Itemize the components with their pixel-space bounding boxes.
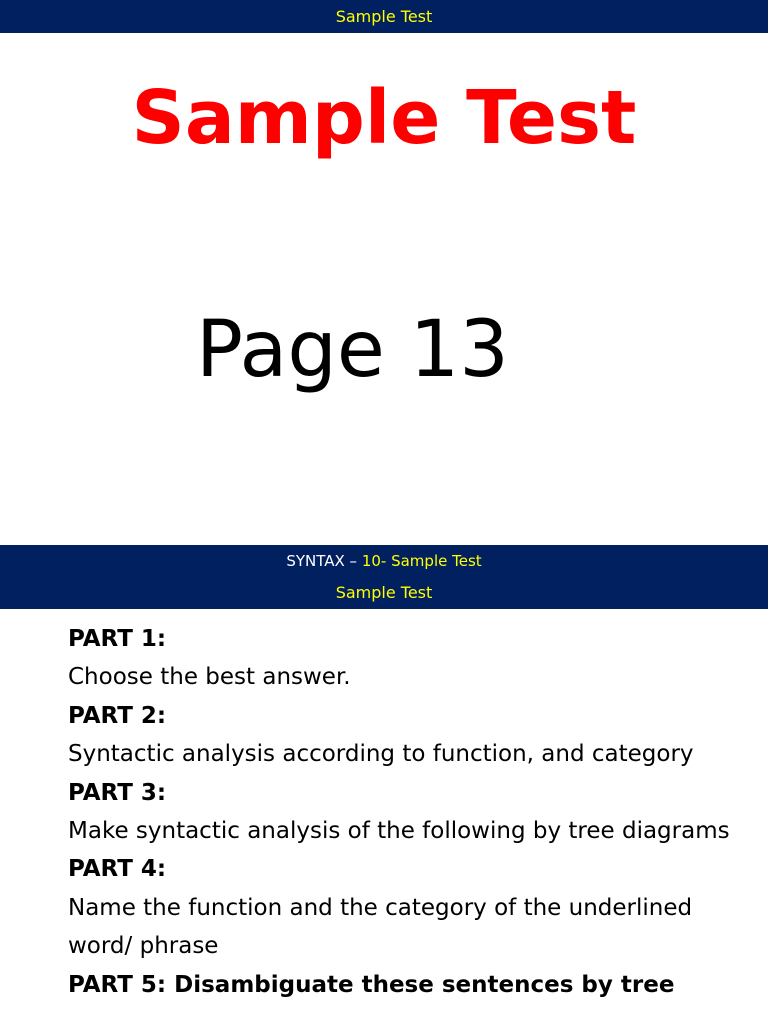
part-heading: PART 5: Disambiguate these sentences by tree xyxy=(68,971,675,998)
parts-list xyxy=(68,620,758,1004)
header-label: Sample Test xyxy=(335,7,433,26)
slide-page-number: Page 13 xyxy=(196,305,509,395)
part-heading: PART 4: xyxy=(68,856,167,883)
part-text: Make syntactic analysis of the following by tree diagrams xyxy=(68,818,730,845)
part-text: Choose the best answer. xyxy=(68,664,351,691)
part-heading: PART 2: xyxy=(68,702,167,729)
slide-header-bar xyxy=(0,545,768,609)
part-text: Name the function and the category of the underlined word/ phrase xyxy=(68,894,693,960)
slide-title: Sample Test xyxy=(131,75,637,161)
part-heading: PART 3: xyxy=(68,779,167,806)
top-header-bar xyxy=(0,0,768,33)
part-heading: PART 1: xyxy=(68,626,167,652)
slide-header-label: Sample Test xyxy=(335,583,433,602)
breadcrumb-prefix: SYNTAX – xyxy=(286,552,362,570)
part-text: Syntactic analysis according to function, and category xyxy=(68,741,694,768)
breadcrumb-suffix: 10- Sample Test xyxy=(361,552,482,570)
breadcrumb xyxy=(0,551,768,571)
